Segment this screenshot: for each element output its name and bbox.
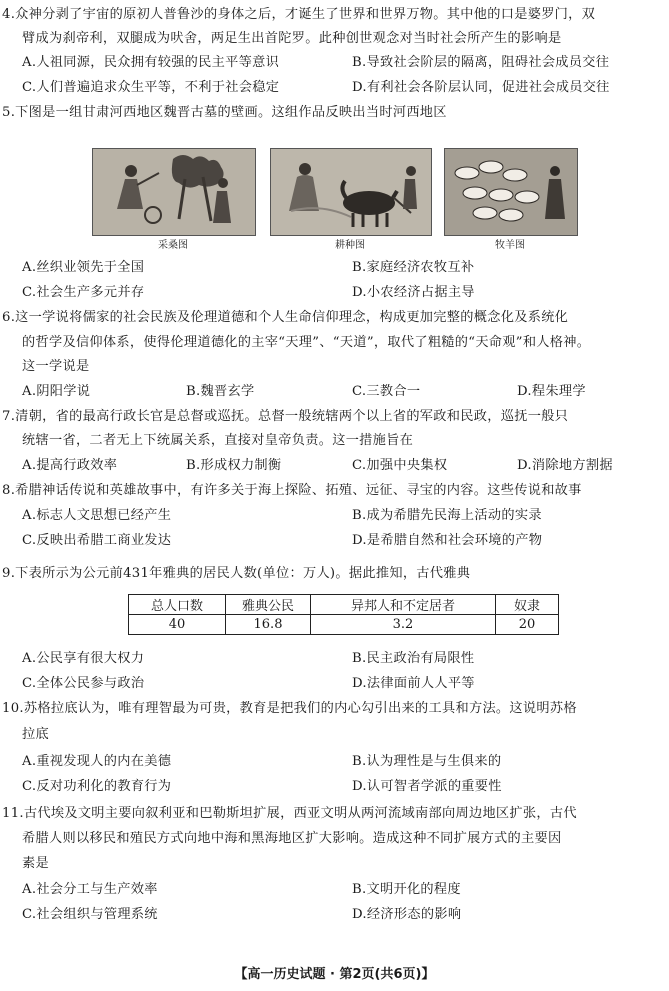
question-10-option-c[interactable]: C.反对功利化的教育行为 (22, 779, 172, 794)
question-11-stem-line-2: 希腊人则以移民和殖民方式向地中海和黑海地区扩大影响。造成这种不同扩展方式的主要因 (22, 831, 562, 846)
table-cell-foreigners: 3.2 (311, 615, 496, 635)
question-6-stem-line-3: 这一学说是 (22, 359, 90, 374)
mural-plowing-image (270, 148, 432, 236)
table-header-slaves: 奴隶 (496, 595, 559, 615)
question-9-option-a[interactable]: A.公民享有很大权力 (22, 651, 145, 666)
question-4-option-d[interactable]: D.有利社会各阶层认同，促进社会成员交往 (352, 80, 610, 95)
question-5-option-d[interactable]: D.小农经济占据主导 (352, 285, 475, 300)
question-7-stem-line-1: 7.清朝，省的最高行政长官是总督或巡抚。总督一般统辖两个以上省的军政和民政，巡抚一般只 (2, 409, 569, 424)
question-6-option-b[interactable]: B.魏晋玄学 (186, 384, 255, 399)
caption-picking-mulberry: 采桑图 (158, 240, 188, 251)
caption-plowing: 耕种图 (335, 240, 365, 251)
question-11-option-b[interactable]: B.文明开化的程度 (352, 882, 461, 897)
mural-picking-mulberry-image (92, 148, 256, 236)
question-9-option-c[interactable]: C.全体公民参与政治 (22, 676, 145, 691)
question-5-option-c[interactable]: C.社会生产多元并存 (22, 285, 145, 300)
question-6-stem-line-2: 的哲学及信仰体系，使得伦理道德化的主宰“天理”、“天道”，取代了粗糙的“天命观”和人格神。 (22, 335, 591, 350)
question-11-stem-line-1: 11.古代埃及文明主要向叙利亚和巴勒斯坦扩展，西亚文明从两河流域南部向周边地区扩张，古代 (2, 806, 577, 821)
table-header-total: 总人口数 (129, 595, 226, 615)
question-11-option-a[interactable]: A.社会分工与生产效率 (22, 882, 158, 897)
question-7-option-b[interactable]: B.形成权力制衡 (186, 458, 282, 473)
question-7-option-a[interactable]: A.提高行政效率 (22, 458, 118, 473)
question-10-option-d[interactable]: D.认可智者学派的重要性 (352, 779, 502, 794)
table-cell-citizens: 16.8 (226, 615, 311, 635)
question-11-option-c[interactable]: C.社会组织与管理系统 (22, 907, 158, 922)
question-8-option-c[interactable]: C.反映出希腊工商业发达 (22, 533, 172, 548)
question-10-stem-line-2: 拉底 (22, 727, 49, 742)
question-4-option-a[interactable]: A.人祖同源，民众拥有较强的民主平等意识 (22, 55, 280, 70)
question-8-option-a[interactable]: A.标志人文思想已经产生 (22, 508, 172, 523)
question-8-stem: 8.希腊神话传说和英雄故事中，有许多关于海上探险、拓殖、远征、寻宝的内容。这些传说和故事 (2, 483, 582, 498)
question-4-stem-line-1: 4.众神分剥了宇宙的原初人普鲁沙的身体之后，才诞生了世界和世界万物。其中他的口是婆罗门，双 (2, 7, 596, 22)
table-row (129, 615, 559, 635)
caption-herding: 牧羊图 (495, 240, 525, 251)
question-11-option-d[interactable]: D.经济形态的影响 (352, 907, 462, 922)
question-7-option-c[interactable]: C.加强中央集权 (352, 458, 448, 473)
question-4-option-b[interactable]: B.导致社会阶层的隔离，阻碍社会成员交往 (352, 55, 610, 70)
question-6-option-d[interactable]: D.程朱理学 (517, 384, 586, 399)
question-4-stem-line-2: 臂成为刹帝利，双腿成为吠舍，两足生出首陀罗。此种创世观念对当时社会所产生的影响是 (22, 31, 562, 46)
question-10-option-b[interactable]: B.认为理性是与生俱来的 (352, 754, 502, 769)
table-header-row (129, 595, 559, 615)
question-9-stem: 9.下表所示为公元前431年雅典的居民人数(单位：万人)。据此推知，古代雅典 (2, 566, 471, 581)
question-9-option-b[interactable]: B.民主政治有局限性 (352, 651, 475, 666)
mural-images (92, 148, 580, 256)
question-8-option-b[interactable]: B.成为希腊先民海上活动的实录 (352, 508, 542, 523)
question-6-option-c[interactable]: C.三教合一 (352, 384, 421, 399)
question-7-stem-line-2: 统辖一省，二者无上下统属关系，直接对皇帝负责。这一措施旨在 (22, 433, 414, 448)
table-cell-total: 40 (129, 615, 226, 635)
table-header-citizens: 雅典公民 (226, 595, 311, 615)
table-cell-slaves: 20 (496, 615, 559, 635)
question-11-stem-line-3: 素是 (22, 856, 49, 871)
question-5-option-a[interactable]: A.丝织业领先于全国 (22, 260, 145, 275)
question-6-stem-line-1: 6.这一学说将儒家的社会民族及伦理道德和个人生命信仰理念，构成更加完整的概念化及系统化 (2, 310, 569, 325)
question-5-stem: 5.下图是一组甘肃河西地区魏晋古墓的壁画。这组作品反映出当时河西地区 (2, 105, 447, 120)
table-header-foreigners: 异邦人和不定居者 (311, 595, 496, 615)
question-5-option-b[interactable]: B.家庭经济农牧互补 (352, 260, 475, 275)
question-6-option-a[interactable]: A.阴阳学说 (22, 384, 91, 399)
question-10-stem-line-1: 10.苏格拉底认为，唯有理智最为可贵，教育是把我们的内心勾引出来的工具和方法。这说明苏格 (2, 701, 577, 716)
mural-herding-sheep-image (444, 148, 578, 236)
population-table (128, 594, 559, 635)
question-10-option-a[interactable]: A.重视发现人的内在美德 (22, 754, 172, 769)
question-8-option-d[interactable]: D.是希腊自然和社会环境的产物 (352, 533, 543, 548)
question-7-option-d[interactable]: D.消除地方割据 (517, 458, 613, 473)
question-4-option-c[interactable]: C.人们普遍追求众生平等，不利于社会稳定 (22, 80, 280, 95)
question-9-option-d[interactable]: D.法律面前人人平等 (352, 676, 475, 691)
page-footer: 【高一历史试题 · 第2页(共6页)】 (234, 967, 435, 982)
